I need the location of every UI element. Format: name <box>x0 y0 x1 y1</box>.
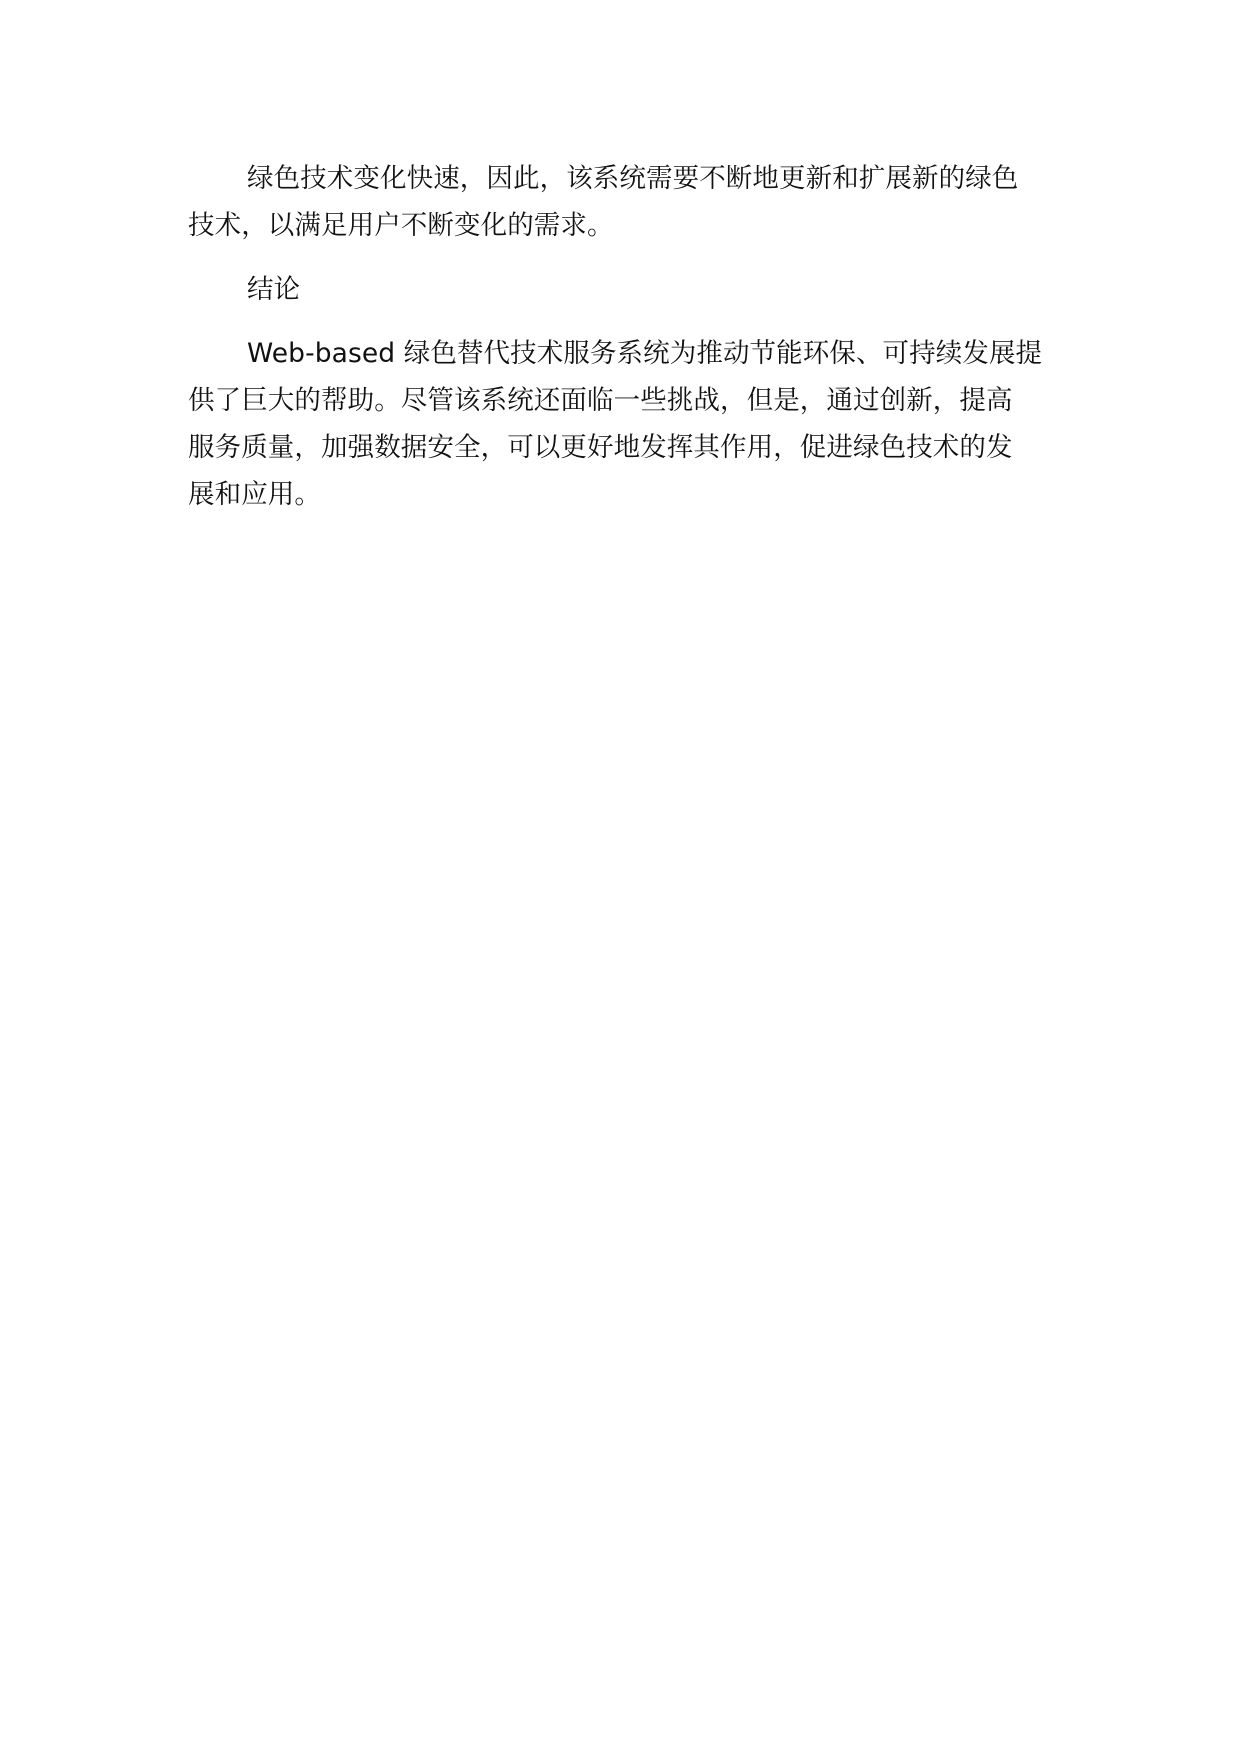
paragraph-line: 服务质量，加强数据安全，可以更好地发挥其作用，促进绿色技术的发 <box>188 432 1013 463</box>
paragraph-line: 绿色技术变化快速，因此，该系统需要不断地更新和扩展新的绿色 <box>247 163 1019 194</box>
section-heading-conclusion: 结论 <box>247 274 301 305</box>
paragraph-tech-updates <box>188 155 1048 249</box>
paragraph-line: 展和应用。 <box>188 479 321 510</box>
paragraph-line: Web-based 绿色替代技术服务系统为推动节能环保、可持续发展提 <box>247 338 1043 369</box>
paragraph-line: 技术，以满足用户不断变化的需求。 <box>188 210 614 241</box>
paragraph-line: 供了巨大的帮助。尽管该系统还面临一些挑战，但是，通过创新，提高 <box>188 385 1013 416</box>
document-body <box>188 155 1048 535</box>
paragraph-conclusion <box>188 330 1048 518</box>
